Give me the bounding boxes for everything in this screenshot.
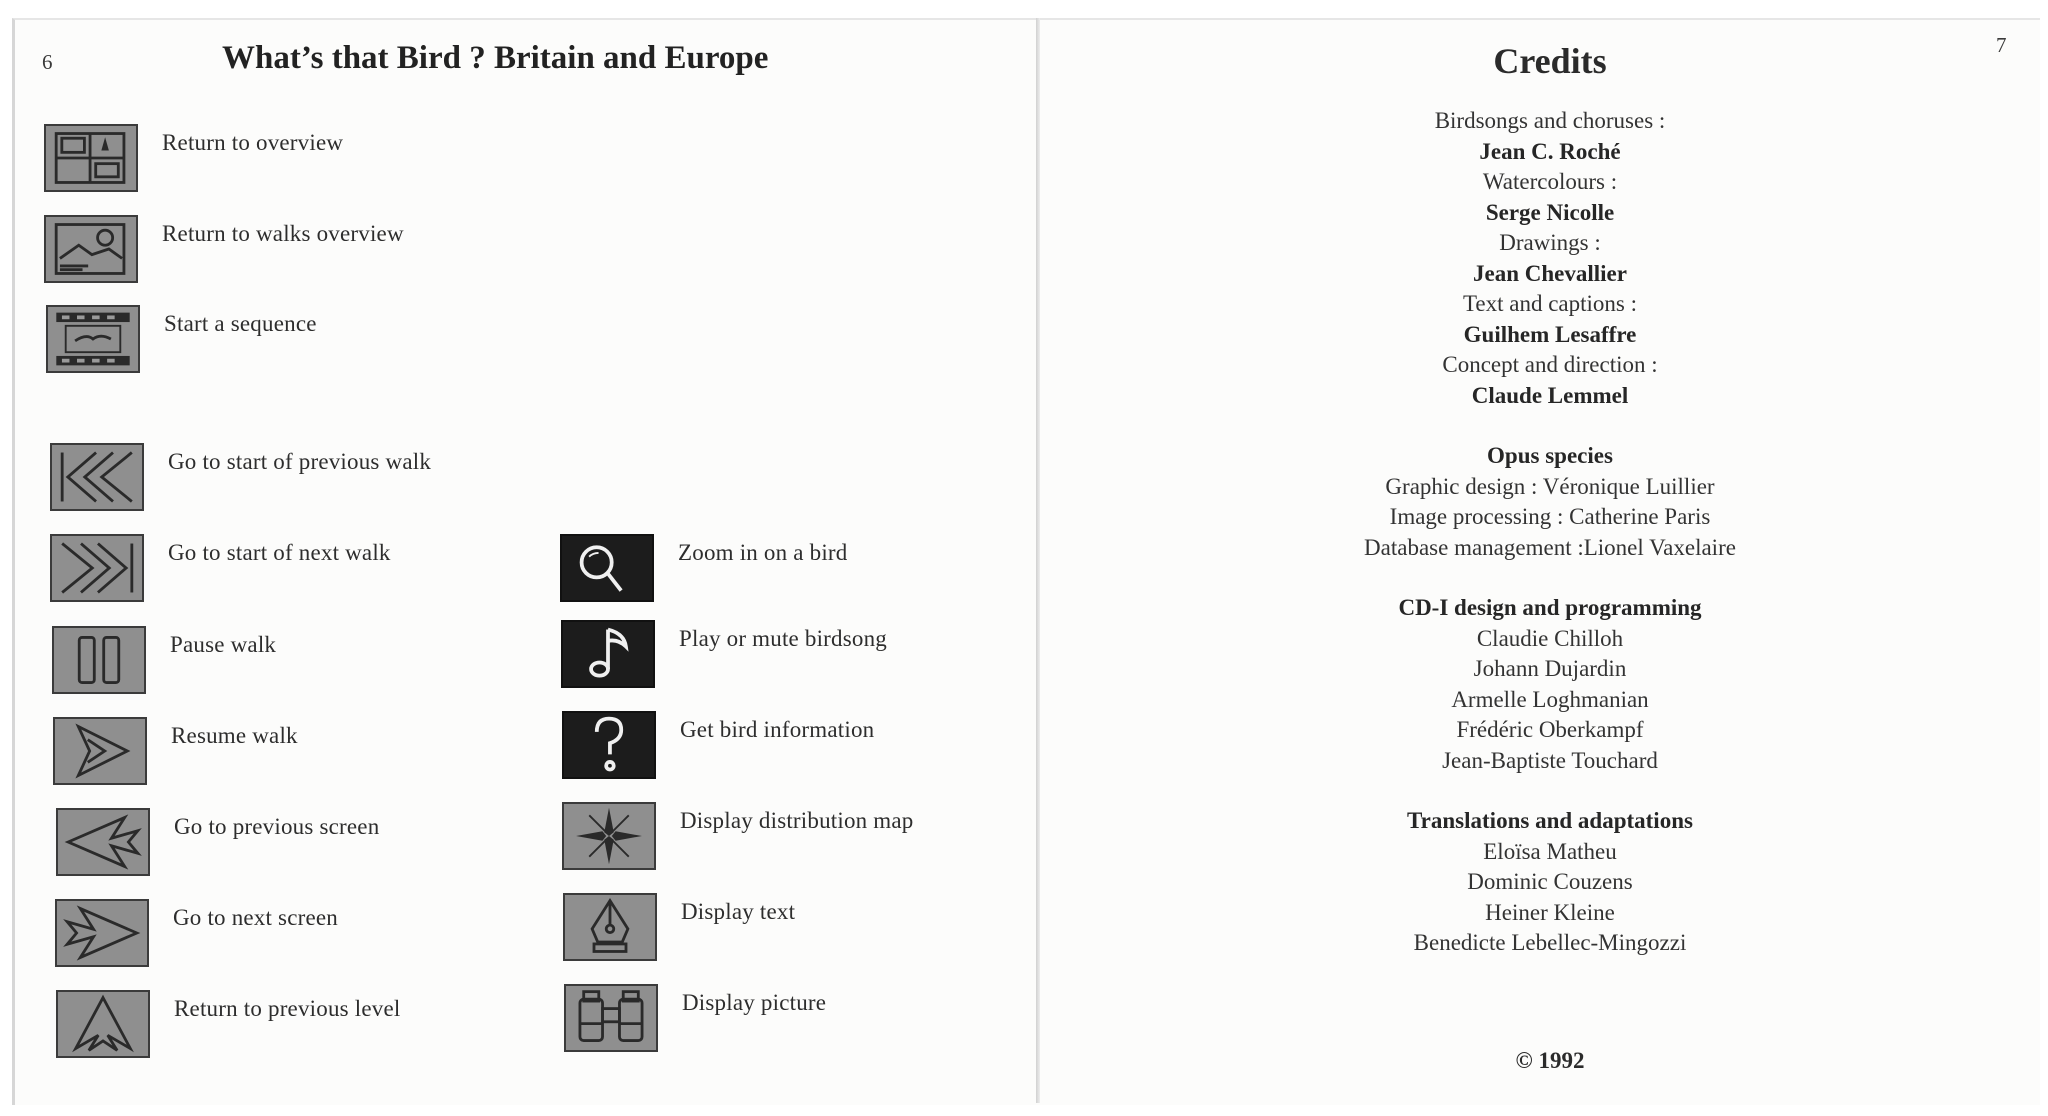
credit-heading: Jean C. Roché: [1479, 138, 1621, 164]
credit-line: Jean-Baptiste Touchard: [1442, 747, 1658, 773]
credit-line: Heiner Kleine: [1485, 899, 1615, 925]
legend-label: Start a sequence: [164, 311, 317, 336]
question-mark-icon: [562, 711, 656, 779]
legend-entry-next-screen: [55, 899, 338, 967]
legend-label: Display distribution map: [680, 808, 914, 833]
legend-entry-pause: [52, 626, 276, 694]
page-gutter: [1036, 18, 1040, 1103]
legend-label: Pause walk: [170, 632, 277, 657]
credit-line: Image processing : Catherine Paris: [1389, 504, 1711, 529]
legend-label: Return to previous level: [174, 996, 401, 1021]
page-title: What’s that Bird ? Britain and Europe: [222, 40, 769, 76]
credits-gap: [1270, 411, 1830, 441]
resume-icon: [53, 717, 147, 785]
legend-entry-previous-screen: [56, 808, 379, 876]
legend-entry-zoom: [560, 534, 848, 602]
legend-entry-birdsong: [561, 620, 887, 688]
fast-forward-icon: [50, 534, 144, 602]
credit-line: Drawings :: [1499, 230, 1601, 255]
credits-block: [1270, 40, 1830, 959]
credit-heading: CD-I design and programming: [1398, 595, 1702, 620]
credit-line: Graphic design : Véronique Luillier: [1385, 473, 1715, 499]
credit-line: Database management :Lionel Vaxelaire: [1364, 534, 1736, 560]
credit-heading: Jean Chevallier: [1473, 260, 1627, 286]
copyright: © 1992: [1515, 1048, 1585, 1073]
credit-line: Benedicte Lebellec-Mingozzi: [1413, 930, 1687, 955]
credit-heading: Opus species: [1487, 443, 1613, 468]
credit-line: Dominic Couzens: [1467, 869, 1633, 894]
legend-entry-distribution-map: [562, 802, 914, 870]
arrow-left-icon: [56, 808, 150, 876]
legend-entry-previous-walk: [50, 443, 431, 511]
music-note-icon: [561, 620, 655, 688]
credits-list: [1270, 106, 1830, 959]
credit-line: Armelle Loghmanian: [1451, 686, 1649, 712]
legend-entry-previous-level: [56, 990, 400, 1058]
legend-entry-overview: [44, 124, 343, 192]
legend-label: Go to previous screen: [174, 814, 380, 839]
credit-line: Claudie Chilloh: [1476, 625, 1624, 651]
credit-line: Text and captions :: [1462, 291, 1638, 316]
legend-entry-resume: [53, 717, 298, 785]
left-page-number: 6: [42, 50, 53, 74]
legend-entry-start-sequence: [46, 305, 317, 373]
legend-label: Go to start of previous walk: [168, 449, 432, 474]
legend-label: Go to start of next walk: [168, 540, 391, 565]
binoculars-icon: [564, 984, 658, 1052]
credit-line: Eloïsa Matheu: [1483, 838, 1617, 864]
credit-heading: Serge Nicolle: [1485, 199, 1615, 225]
credit-heading: Claude Lemmel: [1471, 382, 1629, 408]
legend-label: Zoom in on a bird: [678, 540, 848, 565]
rewind-icon: [50, 443, 144, 511]
magnifier-icon: [560, 534, 654, 602]
overview-icon: [44, 124, 138, 192]
legend-label: Resume walk: [171, 723, 298, 748]
legend-entry-bird-info: [562, 711, 874, 779]
compass-rose-icon: [562, 802, 656, 870]
arrow-right-icon: [55, 899, 149, 967]
legend-entry-text: [563, 893, 795, 961]
credit-heading: Translations and adaptations: [1407, 808, 1693, 833]
pause-icon: [52, 626, 146, 694]
credit-line: Frédéric Oberkampf: [1456, 717, 1644, 742]
legend-entry-picture: [564, 984, 826, 1052]
right-page-number: 7: [1996, 33, 2007, 57]
credit-heading: Guilhem Lesaffre: [1463, 321, 1637, 347]
legend-entry-next-walk: [50, 534, 391, 602]
legend-label: Display picture: [682, 990, 827, 1015]
credit-line: Watercolours :: [1482, 169, 1618, 194]
legend-label: Go to next screen: [173, 905, 338, 930]
credit-line: Birdsongs and choruses :: [1434, 108, 1666, 133]
credit-line: Johann Dujardin: [1473, 656, 1627, 681]
film-sequence-icon: [46, 305, 140, 373]
credits-gap: [1270, 776, 1830, 806]
arrow-up-icon: [56, 990, 150, 1058]
legend-entry-walks-overview: [44, 215, 404, 283]
credits-gap: [1270, 563, 1830, 593]
legend-label: Get bird information: [680, 717, 875, 742]
credit-line: Concept and direction :: [1442, 352, 1658, 377]
legend-label: Return to walks overview: [162, 221, 404, 246]
credits-title: Credits: [1493, 41, 1607, 81]
walks-overview-icon: [44, 215, 138, 283]
pen-nib-icon: [563, 893, 657, 961]
legend-label: Display text: [681, 899, 796, 924]
legend-label: Return to overview: [162, 130, 344, 155]
legend-label: Play or mute birdsong: [679, 626, 887, 651]
